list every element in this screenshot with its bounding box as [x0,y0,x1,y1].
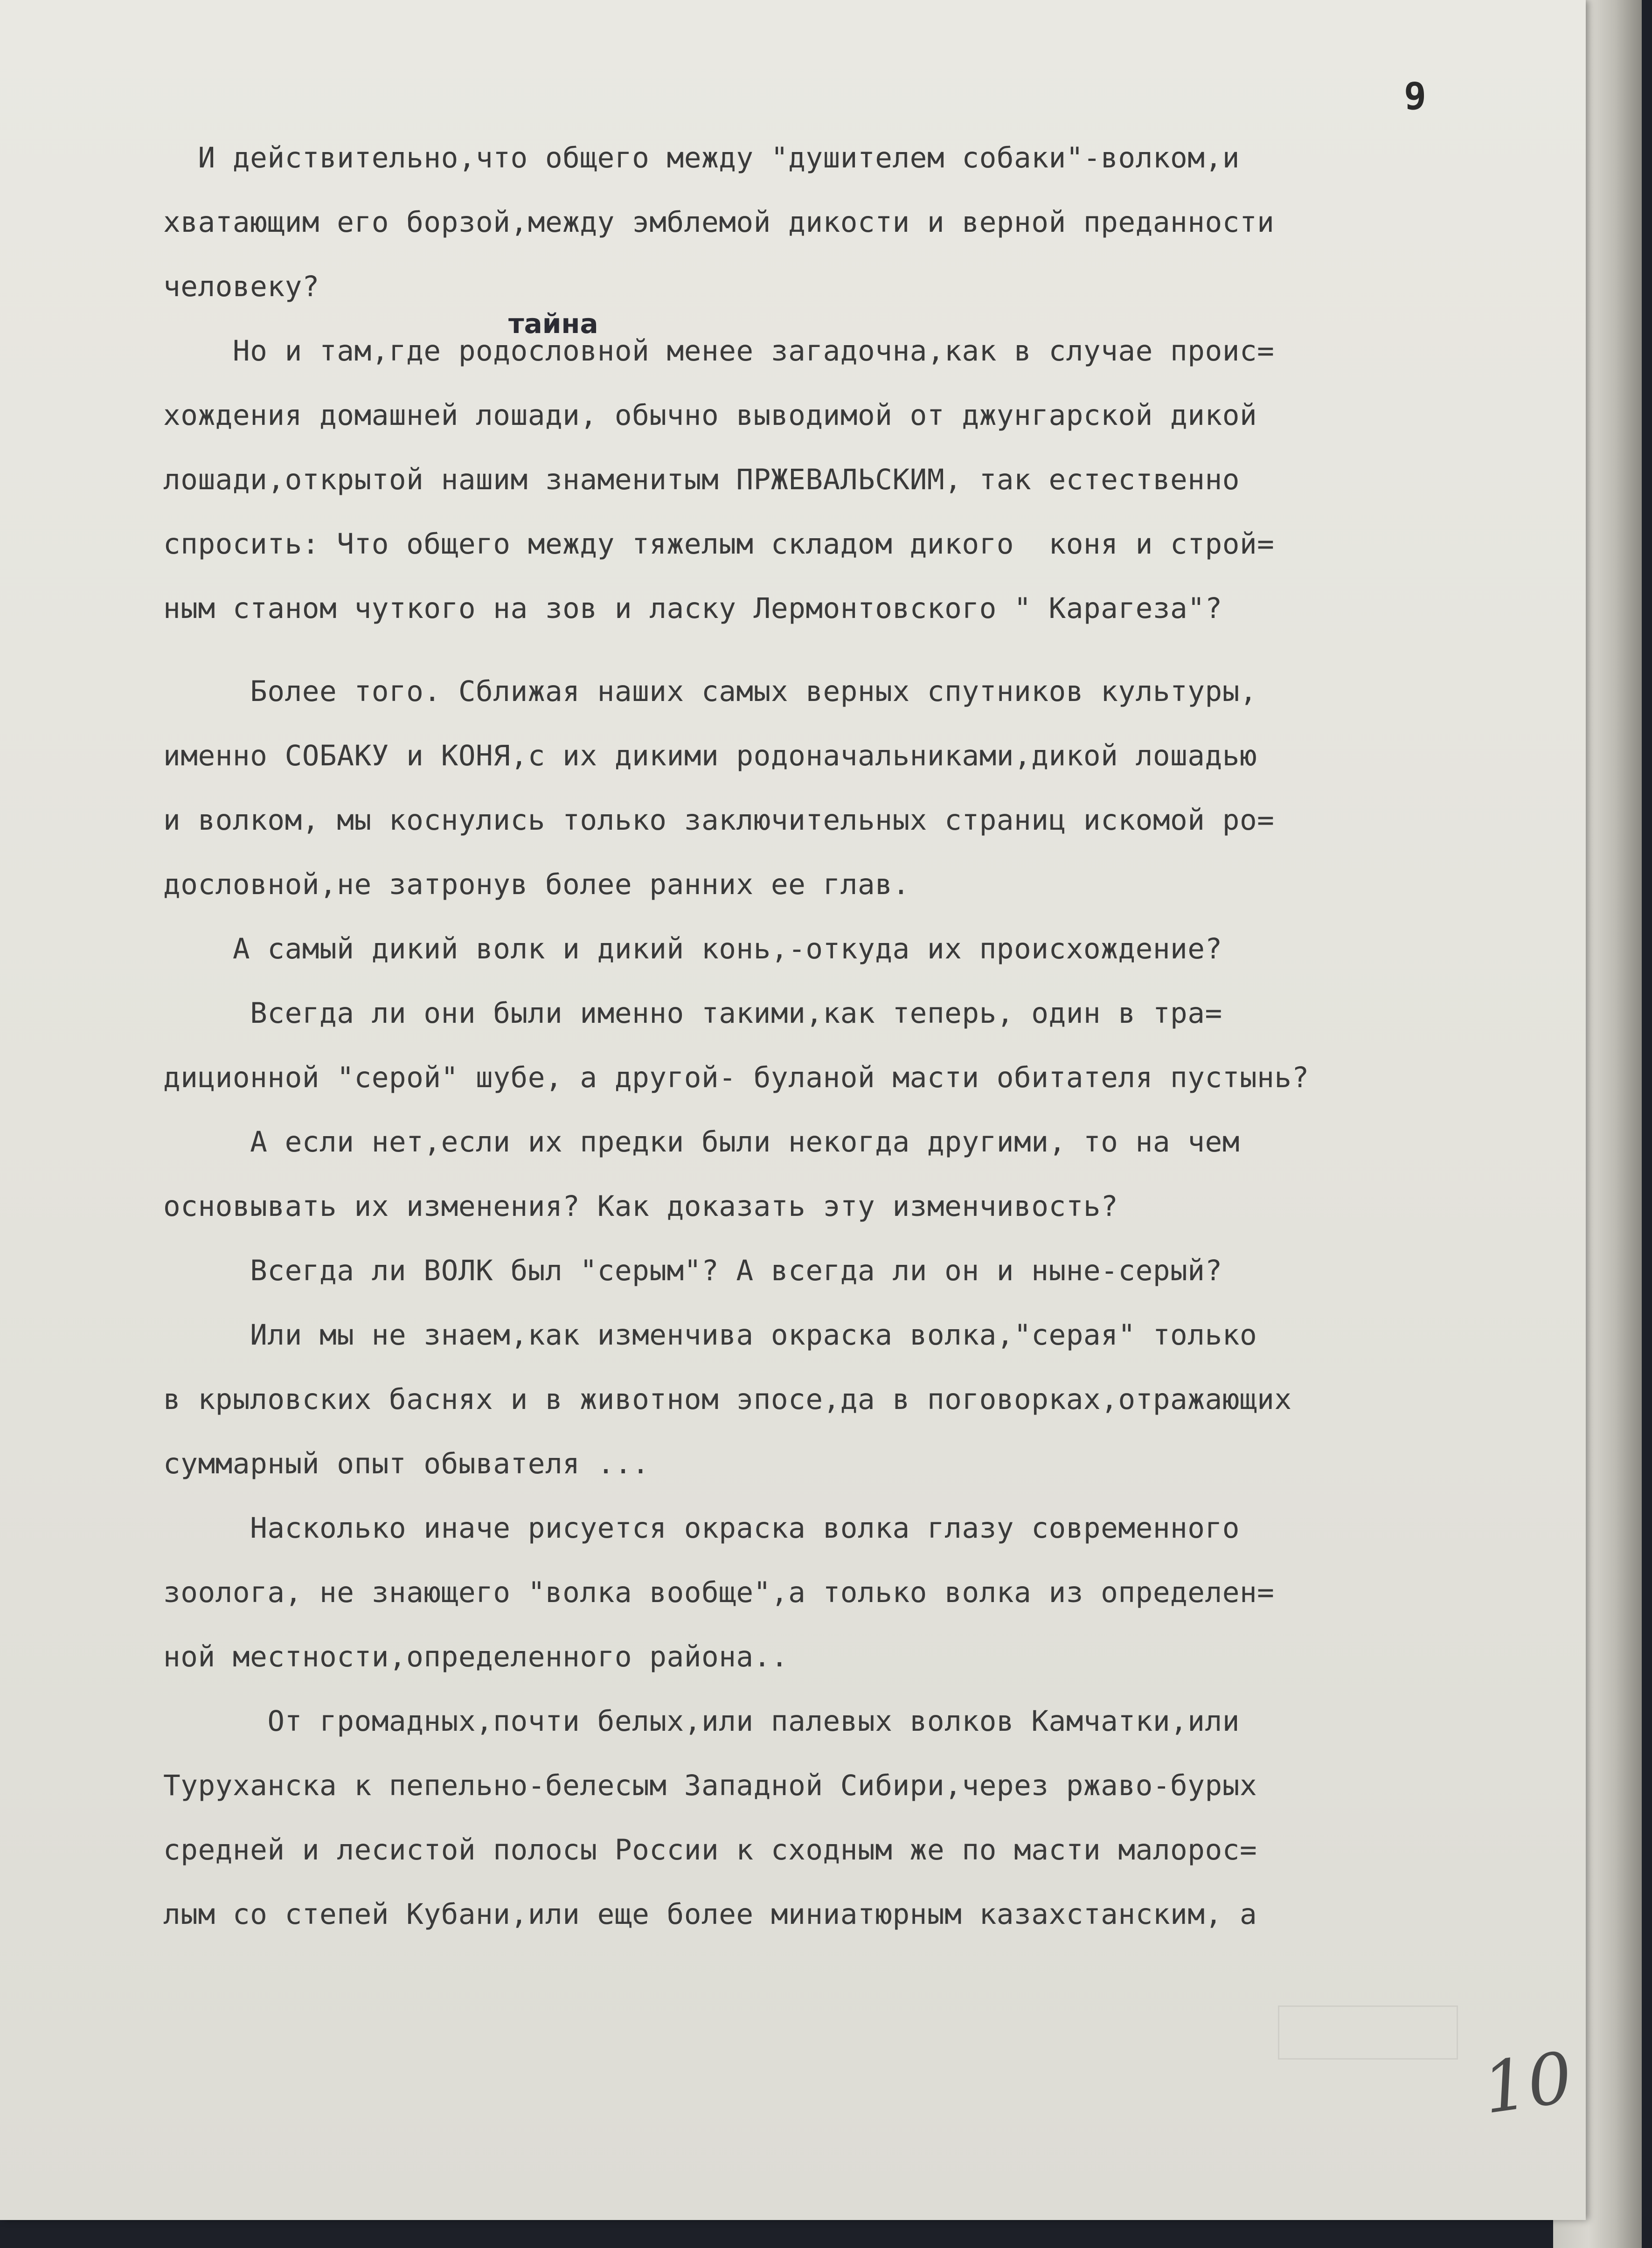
text-line: ным станом чуткого на зов и ласку Лермонтовского " Карагеза"? [163,592,1222,625]
text-line: Туруханска к пепельно-белесым Западной Сибири,через ржаво-бурых [163,1769,1257,1802]
text-line: именно СОБАКУ и КОНЯ,с их дикими родоначальниками,дикой лошадью [163,739,1257,772]
text-line: Но и там,где родословной менее загадочна,как в случае проис= [163,334,1275,368]
page-number: 9 [1404,75,1427,118]
text-line: лошади,открытой нашим знаменитым ПРЖЕВАЛЬСКИМ, так естественно [163,463,1240,496]
text-line: средней и лесистой полосы России к сходным же по масти малорос= [163,1833,1257,1866]
handwritten-insert: тайна [508,308,598,340]
text-line: в крыловских баснях и в животном эпосе,да в поговорках,отражающих [163,1383,1292,1416]
text-line: лым со степей Кубани,или еще более миниатюрным казахстанским, а [163,1898,1257,1931]
handwritten-archive-number: 10 [1478,2037,1578,2130]
text-line: ной местности,определенного района.. [163,1640,789,1673]
text-line: Всегда ли ВОЛК был "серым"? А всегда ли он и ныне-серый? [163,1254,1222,1287]
text-line: суммарный опыт обывателя ... [163,1447,650,1480]
text-line: спросить: Что общего между тяжелым складом дикого коня и строй= [163,527,1275,561]
text-line: От громадных,почти белых,или палевых волков Камчатки,или [163,1705,1240,1738]
text-line: Насколько иначе рисуется окраска волка глазу современного [163,1512,1240,1545]
faded-stamp [1278,2005,1458,2060]
text-line: хождения домашней лошади, обычно выводимой от джунгарской дикой [163,399,1257,432]
text-line: А самый дикий волк и дикий конь,-откуда их происхождение? [163,932,1222,965]
text-line: Или мы не знаем,как изменчива окраска волка,"серая" только [163,1318,1257,1352]
text-line: и волком, мы коснулись только заключительных страниц искомой ро= [163,804,1275,837]
text-line: диционной "серой" шубе, а другой- буланой масти обитателя пустынь? [163,1061,1309,1094]
paragraph-gap [163,641,1516,659]
text-line: дословной,не затронув более ранних ее глав. [163,868,910,901]
text-line: А если нет,если их предки были некогда другими, то на чем [163,1125,1240,1159]
text-line: хватающим его борзой,между эмблемой дикости и верной преданности [163,206,1275,239]
body-text [163,126,1516,1947]
text-line: человеку? [163,270,320,303]
text-line: Более того. Сближая наших самых верных спутников культуры, [163,675,1257,708]
text-line: И действительно,что общего между "душителем собаки"-волком,и [163,141,1240,174]
text-line: Всегда ли они были именно такими,как теперь, один в тра= [163,997,1222,1030]
text-line: зоолога, не знающего "волка вообще",а только волка из определен= [163,1576,1275,1609]
text-line: основывать их изменения? Как доказать эту изменчивость? [163,1190,1118,1223]
